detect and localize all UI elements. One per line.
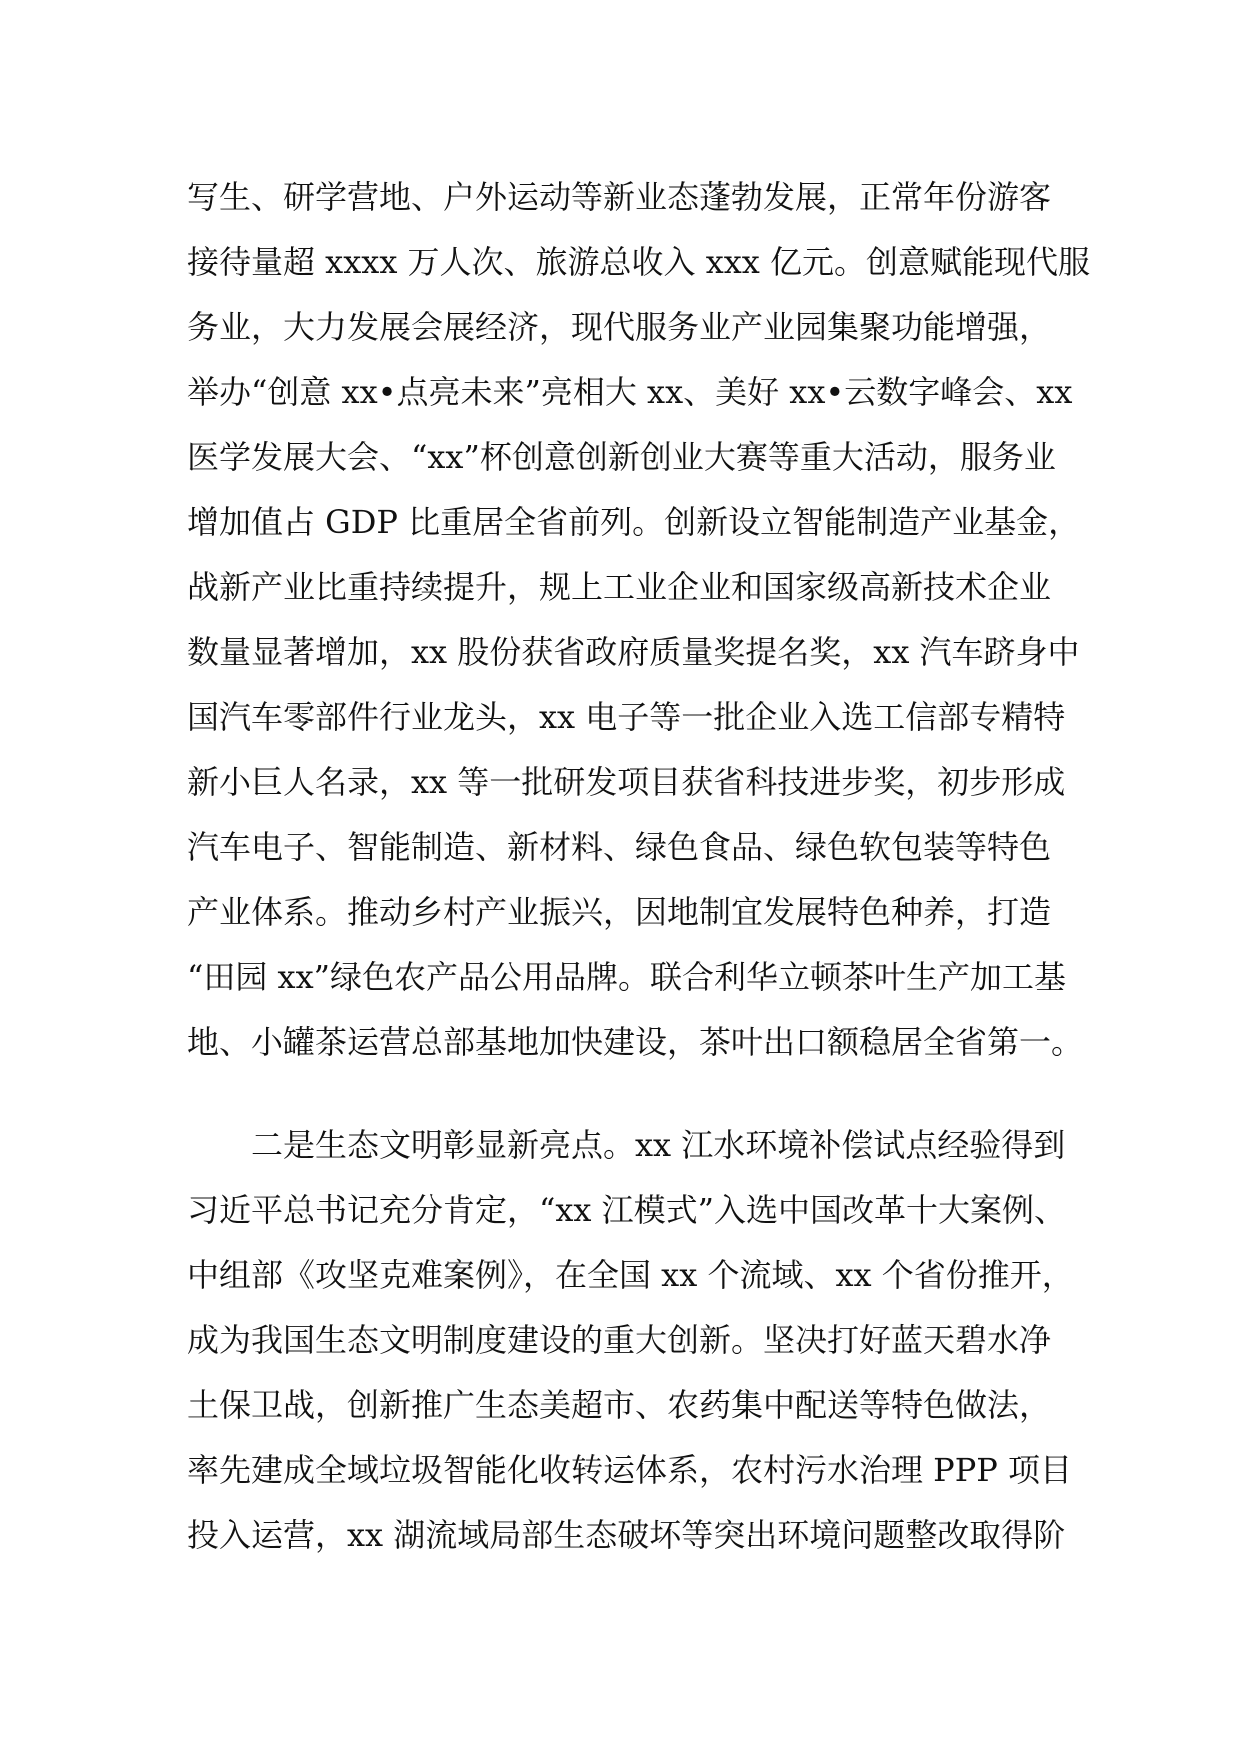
text-line: 新小巨人名录，xx 等一批研发项目获省科技进步奖，初步形成 — [187, 763, 1066, 801]
text-line: “田园 xx”绿色农产品公用品牌。联合利华立顿茶叶生产加工基 — [187, 958, 1066, 996]
text-line: 产业体系。推动乡村产业振兴，因地制宜发展特色种养，打造 — [187, 893, 1052, 931]
text-line: 率先建成全域垃圾智能化收转运体系，农村污水治理 PPP 项目 — [187, 1451, 1072, 1489]
paragraph-ecology — [187, 1113, 1074, 1568]
text-line: 投入运营，xx 湖流域局部生态破坏等突出环境问题整改取得阶 — [187, 1516, 1066, 1554]
text-line: 地、小罐茶运营总部基地加快建设，茶叶出口额稳居全省第一。 — [187, 1023, 1084, 1061]
text-line: 国汽车零部件行业龙头，xx 电子等一批企业入选工信部专精特 — [187, 698, 1066, 736]
text-line: 写生、研学营地、户外运动等新业态蓬勃发展，正常年份游客 — [187, 178, 1052, 216]
text-line: 数量显著增加，xx 股份获省政府质量奖提名奖，xx 汽车跻身中 — [187, 633, 1080, 671]
text-line: 中组部《攻坚克难案例》，在全国 xx 个流域、xx 个省份推开， — [187, 1256, 1074, 1294]
text-line: 举办“创意 xx•点亮未来”亮相大 xx、美好 xx•云数字峰会、xx — [187, 373, 1073, 411]
text-line: 增加值占 GDP 比重居全省前列。创新设立智能制造产业基金， — [187, 503, 1081, 541]
text-line: 医学发展大会、“xx”杯创意创新创业大赛等重大活动，服务业 — [187, 438, 1056, 476]
text-line: 二是生态文明彰显新亮点。xx 江水环境补偿试点经验得到 — [251, 1126, 1066, 1164]
text-line: 土保卫战，创新推广生态美超市、农药集中配送等特色做法， — [187, 1386, 1052, 1424]
text-line: 战新产业比重持续提升，规上工业企业和国家级高新技术企业 — [187, 568, 1052, 606]
paragraph-industry — [187, 165, 1091, 1075]
text-line: 成为我国生态文明制度建设的重大创新。坚决打好蓝天碧水净 — [187, 1321, 1052, 1359]
text-line: 务业，大力发展会展经济，现代服务业产业园集聚功能增强， — [187, 308, 1052, 346]
text-line: 习近平总书记充分肯定，“xx 江模式”入选中国改革十大案例、 — [187, 1191, 1066, 1229]
text-line: 接待量超 xxxx 万人次、旅游总收入 xxx 亿元。创意赋能现代服 — [187, 243, 1091, 281]
text-line: 汽车电子、智能制造、新材料、绿色食品、绿色软包装等特色 — [187, 828, 1052, 866]
